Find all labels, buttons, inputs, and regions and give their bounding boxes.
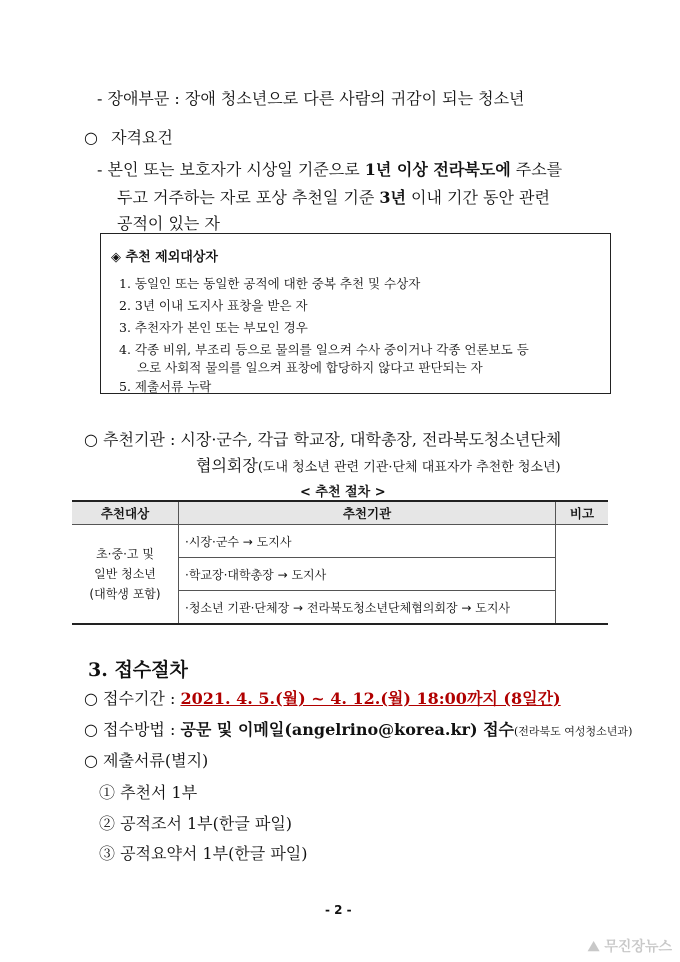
target-cell — [72, 525, 179, 625]
watermark-text: 무진장뉴스 — [604, 939, 672, 955]
emphasis-text: 3년 — [379, 188, 406, 207]
exclusion-item: 4. 각종 비위, 부조리 등으로 물의를 일으켜 수사 중이거나 각종 언론보도 등 — [119, 342, 529, 357]
emphasis-text: 1년 이상 전라북도에 — [364, 160, 511, 179]
method-label: ○ 접수방법 : — [84, 720, 181, 739]
docs-label: ○ 제출서류(별지) — [84, 751, 209, 770]
agency-line-2 — [196, 453, 561, 476]
table-row — [72, 525, 608, 558]
agency-line-1: ○ 추천기관 : 시장·군수, 각급 학교장, 대학총장, 전라북도청소년단체 — [84, 430, 562, 449]
qualification-heading — [84, 125, 173, 148]
agency-cell: ·청소년 기관·단체장 → 전라북도청소년단체협의회장 → 도지사 — [179, 591, 556, 625]
period-line — [84, 686, 561, 709]
procedure-table — [72, 500, 608, 625]
target-line: 초·중·고 및 — [96, 547, 154, 561]
text: 주소를 — [510, 160, 563, 179]
text: 이내 기간 동안 관련 — [405, 188, 550, 207]
target-line: 일반 청소년 — [94, 567, 156, 581]
method-note: (전라북도 여성청소년과) — [514, 725, 633, 738]
header-agency: 추천기관 — [179, 501, 556, 525]
disability-category-line: - 장애부문 : 장애 청소년으로 다른 사람의 귀감이 되는 청소년 — [97, 89, 525, 108]
text: 두고 거주하는 자로 포상 추천일 기준 — [117, 188, 380, 207]
method-line — [84, 717, 632, 740]
target-line: (대학생 포함) — [89, 587, 161, 601]
docs-item: ③ 공적요약서 1부(한글 파일) — [99, 844, 308, 863]
bullet-icon: ○ — [84, 128, 98, 147]
qualification-title: 자격요건 — [111, 128, 173, 147]
exclusion-item: 2. 3년 이내 도지사 표창을 받은 자 — [119, 298, 308, 313]
qualification-line-2 — [117, 185, 550, 208]
docs-item: ① 추천서 1부 — [99, 783, 198, 802]
docs-item: ② 공적조서 1부(한글 파일) — [99, 814, 293, 833]
agency-note: (도내 청소년 관련 기관·단체 대표자가 추천한 청소년) — [257, 460, 561, 475]
mountain-icon: ⛰ — [587, 939, 600, 955]
exclusion-heading: ◈ 추천 제외대상자 — [111, 250, 218, 265]
procedure-title: < 추천 절차 > — [300, 485, 386, 500]
exclusion-item: 3. 추천자가 본인 또는 부모인 경우 — [119, 320, 308, 335]
text: - 본인 또는 보호자가 시상일 기준으로 — [97, 160, 365, 179]
period-label: ○ 접수기간 : — [84, 689, 181, 708]
exclusion-item-continued: 으로 사회적 물의를 일으켜 표창에 합당하지 않다고 판단되는 자 — [137, 360, 483, 375]
agency-cell: ·시장·군수 → 도지사 — [179, 525, 556, 558]
remarks-cell — [556, 525, 609, 625]
header-remarks: 비고 — [556, 501, 609, 525]
table-header-row — [72, 501, 608, 525]
exclusion-box — [100, 233, 611, 394]
agency-cell: ·학교장·대학총장 → 도지사 — [179, 558, 556, 591]
exclusion-item: 5. 제출서류 누락 — [119, 379, 212, 394]
header-target: 추천대상 — [72, 501, 179, 525]
page-number: - 2 - — [325, 903, 352, 917]
section-3-title: 3. 접수절차 — [88, 659, 188, 681]
qualification-line-3: 공적이 있는 자 — [117, 214, 220, 233]
agency-head-text: 협의회장 — [196, 456, 258, 475]
period-value: 2021. 4. 5.(월) ~ 4. 12.(월) 18:00까지 (8일간) — [180, 689, 561, 708]
qualification-line-1 — [97, 157, 562, 180]
exclusion-item: 1. 동일인 또는 동일한 공적에 대한 중복 추천 및 수상자 — [119, 276, 421, 291]
method-value: 공문 및 이메일(angelrino@korea.kr) 접수 — [180, 720, 515, 739]
watermark-logo — [588, 936, 672, 956]
